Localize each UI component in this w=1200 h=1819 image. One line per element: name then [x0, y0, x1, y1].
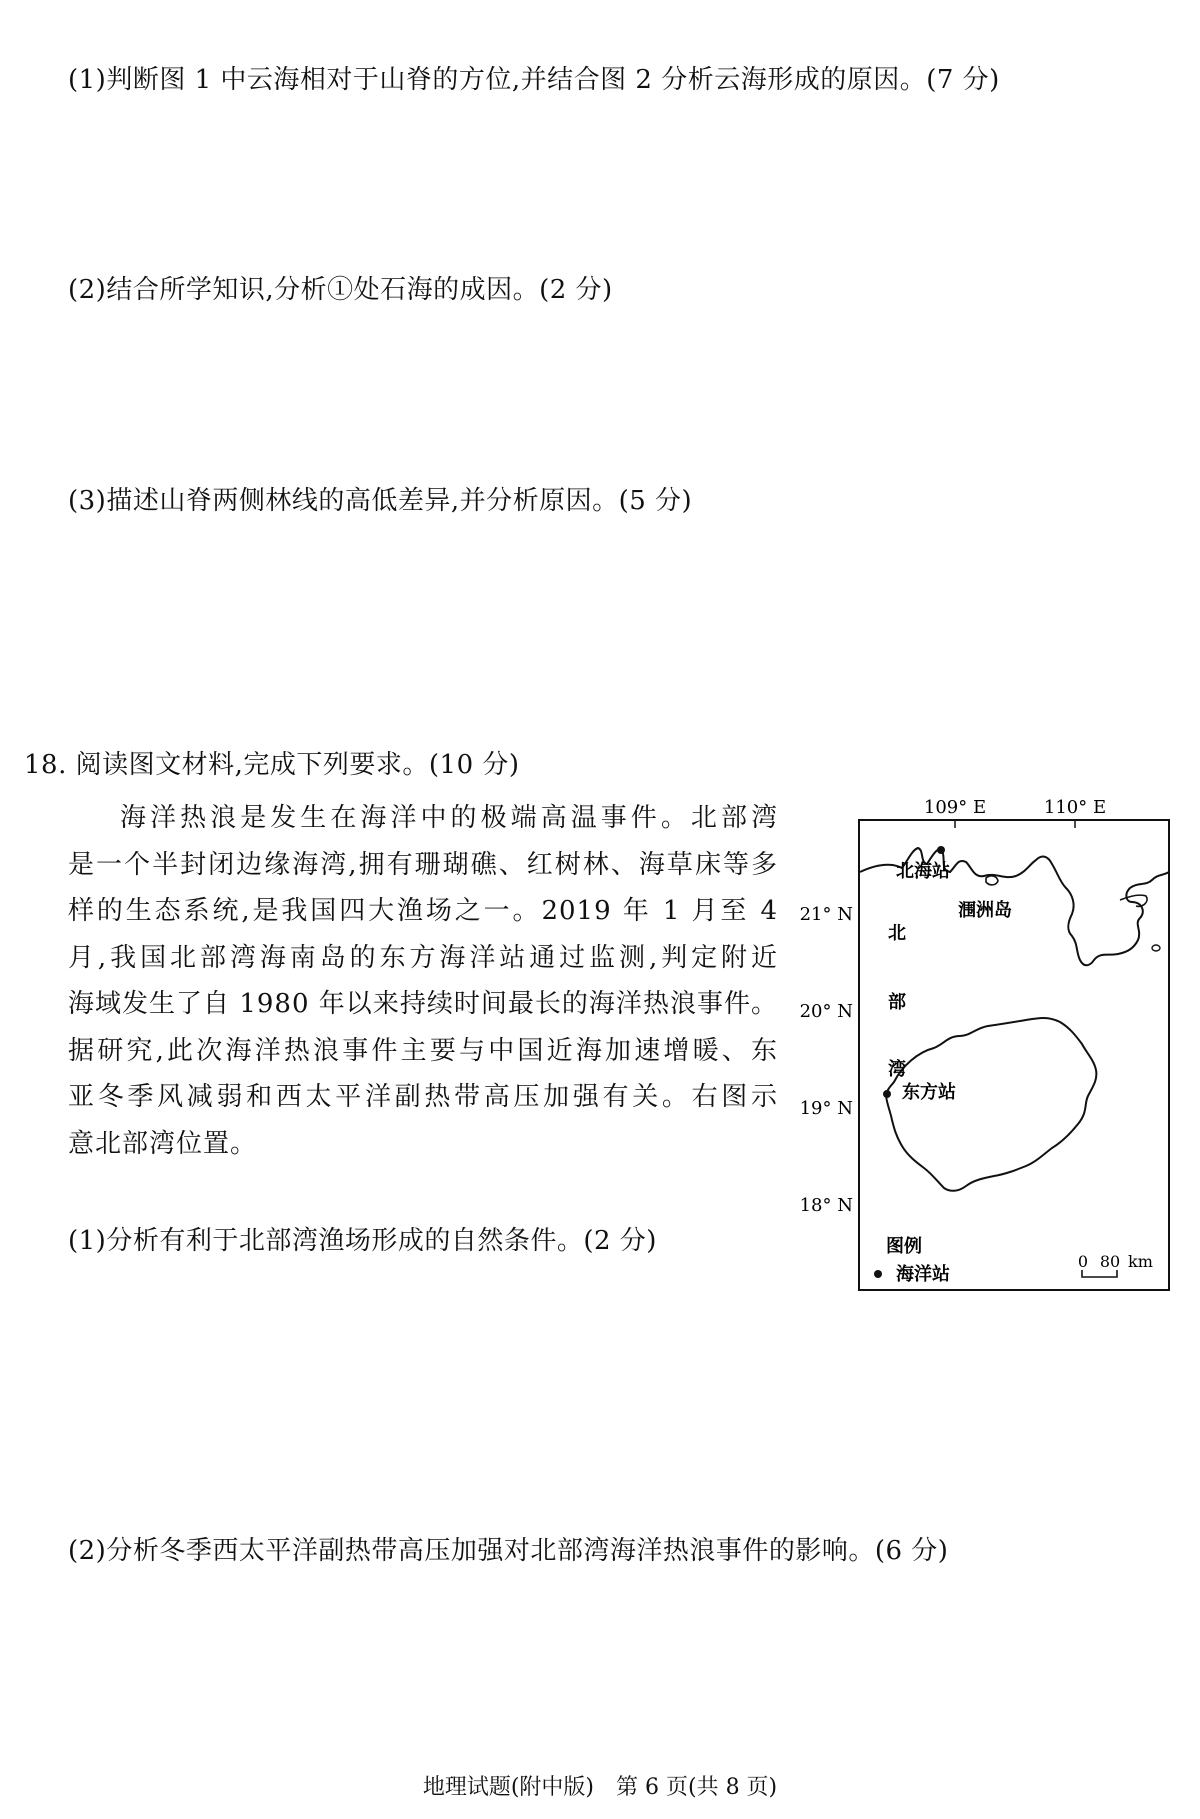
lon-label-110: 110° E	[1043, 797, 1107, 818]
scale-zero: 0	[1077, 1252, 1089, 1271]
material-line: 海洋热浪是发生在海洋中的极端高温事件。北部湾	[120, 803, 778, 833]
scale-bar	[1082, 1270, 1117, 1277]
beihai-station-marker	[937, 846, 945, 854]
material-line: 海域发生了自 1980 年以来持续时间最长的海洋热浪事件。	[68, 989, 778, 1019]
scale-unit: km	[1128, 1252, 1153, 1271]
material-line: 据研究,此次海洋热浪事件主要与中国近海加速增暖、东	[68, 1035, 778, 1066]
legend-title: 图例	[886, 1236, 922, 1257]
map-frame	[859, 820, 1169, 1290]
lat-label-19: 19° N	[799, 1098, 853, 1119]
material-line: 意北部湾位置。	[68, 1128, 258, 1159]
weizhou-island	[986, 876, 998, 885]
page-footer: 地理试题(附中版) 第 6 页(共 8 页)	[422, 1775, 778, 1800]
coast-detail	[1120, 895, 1147, 906]
material-line: 亚冬季风减弱和西太平洋副热带高压加强有关。右图示	[68, 1082, 778, 1112]
material-line: 样的生态系统,是我国四大渔场之一。2019 年 1 月至 4	[68, 896, 778, 926]
question-17-part-2: (2)结合所学知识,分析①处石海的成因。(2 分)	[68, 275, 613, 305]
dongfang-station-label: 东方站	[902, 1082, 956, 1103]
material-line: 月,我国北部湾海南岛的东方海洋站通过监测,判定附近	[68, 942, 778, 973]
hainan-island	[886, 1018, 1096, 1191]
lat-label-21: 21° N	[799, 904, 853, 925]
islet	[1152, 945, 1160, 951]
question-18-part-2: (2)分析冬季西太平洋副热带高压加强对北部湾海洋热浪事件的影响。(6 分)	[68, 1536, 949, 1566]
question-17-part-3: (3)描述山脊两侧林线的高低差异,并分析原因。(5 分)	[68, 486, 693, 516]
dongfang-station-marker	[883, 1090, 891, 1098]
material-line: 是一个半封闭边缘海湾,拥有珊瑚礁、红树林、海草床等多	[68, 849, 778, 880]
lat-label-20: 20° N	[799, 1001, 853, 1022]
weizhou-island-label: 涠洲岛	[958, 900, 1012, 921]
scale-value: 80	[1099, 1252, 1121, 1271]
question-18-material	[68, 795, 778, 1167]
legend-station-label: 海洋站	[896, 1264, 950, 1285]
beihai-station-label: 北海站	[896, 861, 950, 882]
legend-station-symbol	[874, 1270, 882, 1278]
lon-label-109: 109° E	[923, 797, 987, 818]
gulf-label-char: 部	[888, 992, 906, 1013]
question-18-heading: 18. 阅读图文材料,完成下列要求。(10 分)	[24, 750, 520, 780]
question-18-part-1: (1)分析有利于北部湾渔场形成的自然条件。(2 分)	[68, 1226, 657, 1256]
gulf-label-char: 北	[888, 923, 906, 944]
beibu-gulf-map	[790, 790, 1180, 1300]
question-17-part-1: (1)判断图 1 中云海相对于山脊的方位,并结合图 2 分析云海形成的原因。(7 分)	[68, 65, 1000, 95]
lat-label-18: 18° N	[799, 1195, 853, 1216]
gulf-label-char: 湾	[888, 1059, 906, 1080]
